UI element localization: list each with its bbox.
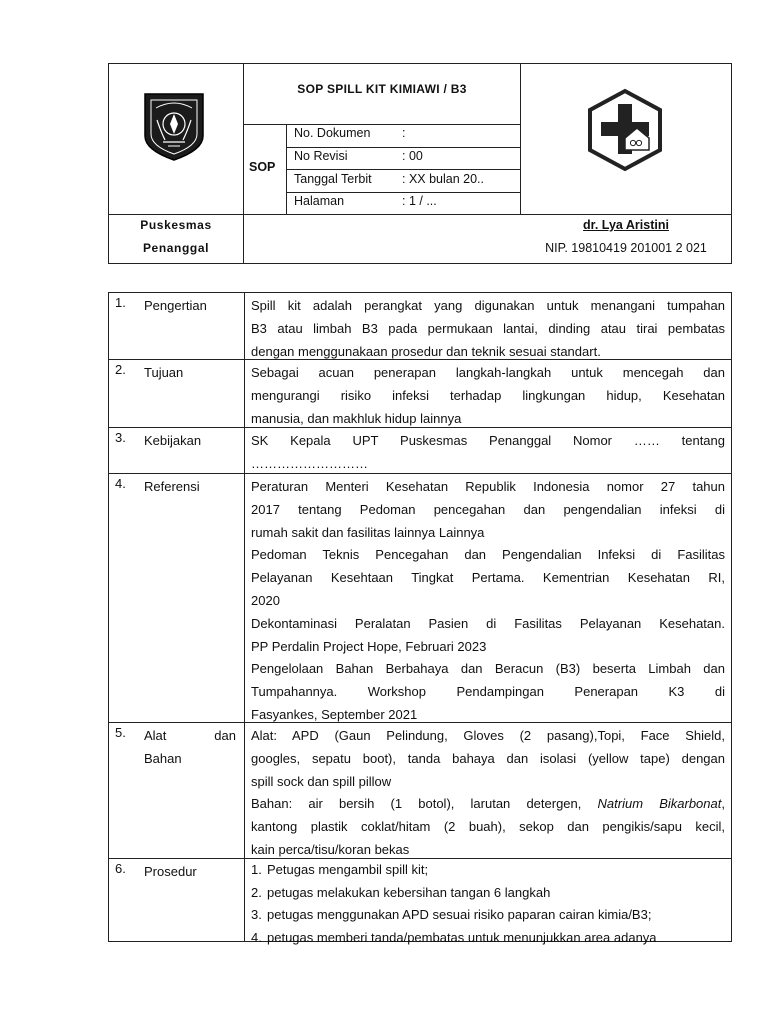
step-number: 1. — [251, 862, 262, 877]
body-line: kain perca/tisu/koran bekas — [251, 841, 410, 857]
body-line: Fasyankes, September 2021 — [251, 706, 418, 722]
section-body — [251, 725, 725, 862]
step-text: Petugas mengambil spill kit; — [267, 862, 429, 877]
section-label: Pengertian — [144, 298, 207, 313]
section-label — [144, 725, 236, 771]
section-number: 1. — [115, 295, 126, 310]
body-line: PP Perdalin Project Hope, Februari 2023 — [251, 638, 487, 654]
field-value-tanggal-terbit: : XX bulan 20.. — [402, 172, 485, 186]
sop-content-table — [108, 292, 732, 945]
bahan-text: Bahan: air bersih (1 botol), larutan detergen, — [251, 796, 598, 812]
body-line: mengurangi risiko infeksi terhadap lingkungan hidup, Kesehatan — [251, 387, 725, 403]
org-name-line1: Puskesmas — [140, 218, 212, 232]
regency-emblem-logo — [143, 92, 205, 162]
section-body — [251, 295, 725, 363]
procedure-step — [251, 859, 725, 882]
body-line: Pengelolaan Bahan Berbahaya dan Beracun (B3) beserta Limbah dan — [251, 661, 725, 677]
section-row-referensi — [109, 474, 731, 723]
step-number: 2. — [251, 884, 262, 900]
section-row-alat-bahan — [109, 723, 731, 859]
section-label: Prosedur — [144, 864, 197, 879]
body-line: googles, sepatu boot), tanda bahaya dan isolasi (yellow tape) dengan — [251, 750, 725, 766]
body-line: Pedoman Teknis Pencegahan dan Pengendalian Infeksi di Fasilitas — [251, 547, 725, 563]
section-row-prosedur — [109, 859, 731, 945]
field-value-no-dokumen: : — [402, 126, 406, 140]
procedure-step — [251, 882, 725, 905]
section-label-line: Bahan — [144, 750, 182, 766]
body-line: 2017 tentang Pedoman pencegahan dan pengendalian infeksi di — [251, 501, 725, 517]
body-line: B3 atau limbah B3 pada permukaan lantai, dinding atau tirai pembatas — [251, 320, 725, 336]
procedure-step — [251, 904, 725, 927]
step-number: 3. — [251, 907, 262, 922]
document-title: SOP SPILL KIT KIMIAWI / B3 — [297, 82, 467, 96]
section-label: Kebijakan — [144, 433, 202, 448]
body-line: 2020 — [251, 592, 280, 608]
org-name-line2: Penanggal — [142, 241, 210, 255]
section-number: 4. — [115, 476, 126, 491]
section-label-word: Alat — [144, 728, 167, 743]
step-text: petugas menggunakan APD sesuai risiko paparan cairan kimia/B3; — [267, 907, 652, 922]
signer-name: dr. Lya Aristini — [583, 218, 669, 232]
section-row-kebijakan — [109, 428, 731, 474]
section-row-tujuan — [109, 360, 731, 428]
section-body — [251, 430, 725, 476]
body-line: ……………………… — [251, 455, 368, 471]
section-label: Tujuan — [144, 365, 184, 380]
body-line: Alat: APD (Gaun Pelindung, Gloves (2 pasang),Topi, Face Shield, — [251, 728, 725, 743]
step-text: petugas memberi tanda/pembatas untuk menunjukkan area adanya — [267, 929, 657, 945]
body-line: Spill kit adalah perangkat yang digunakan untuk menangani tumpahan — [251, 298, 725, 313]
step-text: petugas melakukan kebersihan tangan 6 langkah — [267, 884, 551, 900]
section-row-pengertian — [109, 293, 731, 360]
procedure-step — [251, 927, 725, 950]
body-line: Tumpahannya. Workshop Pendampingan Penerapan K3 di — [251, 684, 725, 700]
body-line: SK Kepala UPT Puskesmas Penanggal Nomor …… tentang — [251, 433, 725, 448]
section-label: Referensi — [144, 479, 200, 494]
body-line: dengan menggunakaan prosedur dan teknik sesuai standart. — [251, 343, 601, 359]
section-number: 6. — [115, 861, 126, 876]
section-body — [251, 476, 725, 727]
body-line: kantong plastik coklat/hitam (2 buah), sekop dan pengikis/sapu kecil, — [251, 819, 725, 835]
body-line: manusia, dan makhluk hidup lainnya — [251, 410, 462, 426]
body-line: spill sock dan spill pillow — [251, 773, 392, 789]
body-line: Pelayanan Kesehtaan Tingkat Pertama. Kementrian Kesehatan RI, — [251, 570, 725, 586]
section-number: 3. — [115, 430, 126, 445]
puskesmas-cross-logo — [587, 88, 663, 172]
body-line: rumah sakit dan fasilitas lainnya Lainnya — [251, 524, 485, 540]
body-line-bahan — [251, 793, 725, 816]
body-line: Peraturan Menteri Kesehatan Republik Indonesia nomor 27 tahun — [251, 479, 725, 494]
signer-nip: NIP. 19810419 201001 2 021 — [545, 241, 707, 255]
section-label-word: dan — [214, 728, 236, 743]
field-label-halaman: Halaman — [294, 194, 345, 208]
bahan-text-end: , — [721, 796, 725, 812]
body-line: Dekontaminasi Peralatan Pasien di Fasilitas Pelayanan Kesehatan. — [251, 615, 725, 631]
section-number: 2. — [115, 362, 126, 377]
step-number: 4. — [251, 929, 262, 945]
field-label-no-revisi: No Revisi — [294, 149, 348, 163]
section-body — [251, 859, 725, 949]
field-label-no-dokumen: No. Dokumen — [294, 126, 371, 140]
section-body — [251, 362, 725, 430]
body-line: Sebagai acuan penerapan langkah-langkah untuk mencegah dan — [251, 365, 725, 380]
sop-label: SOP — [249, 160, 276, 174]
field-value-no-revisi: : 00 — [402, 149, 423, 163]
bahan-italic-text: Natrium Bikarbonat — [597, 796, 722, 812]
section-number: 5. — [115, 725, 126, 740]
field-value-halaman: : 1 / ... — [402, 194, 437, 208]
field-label-tanggal-terbit: Tanggal Terbit — [294, 172, 372, 186]
